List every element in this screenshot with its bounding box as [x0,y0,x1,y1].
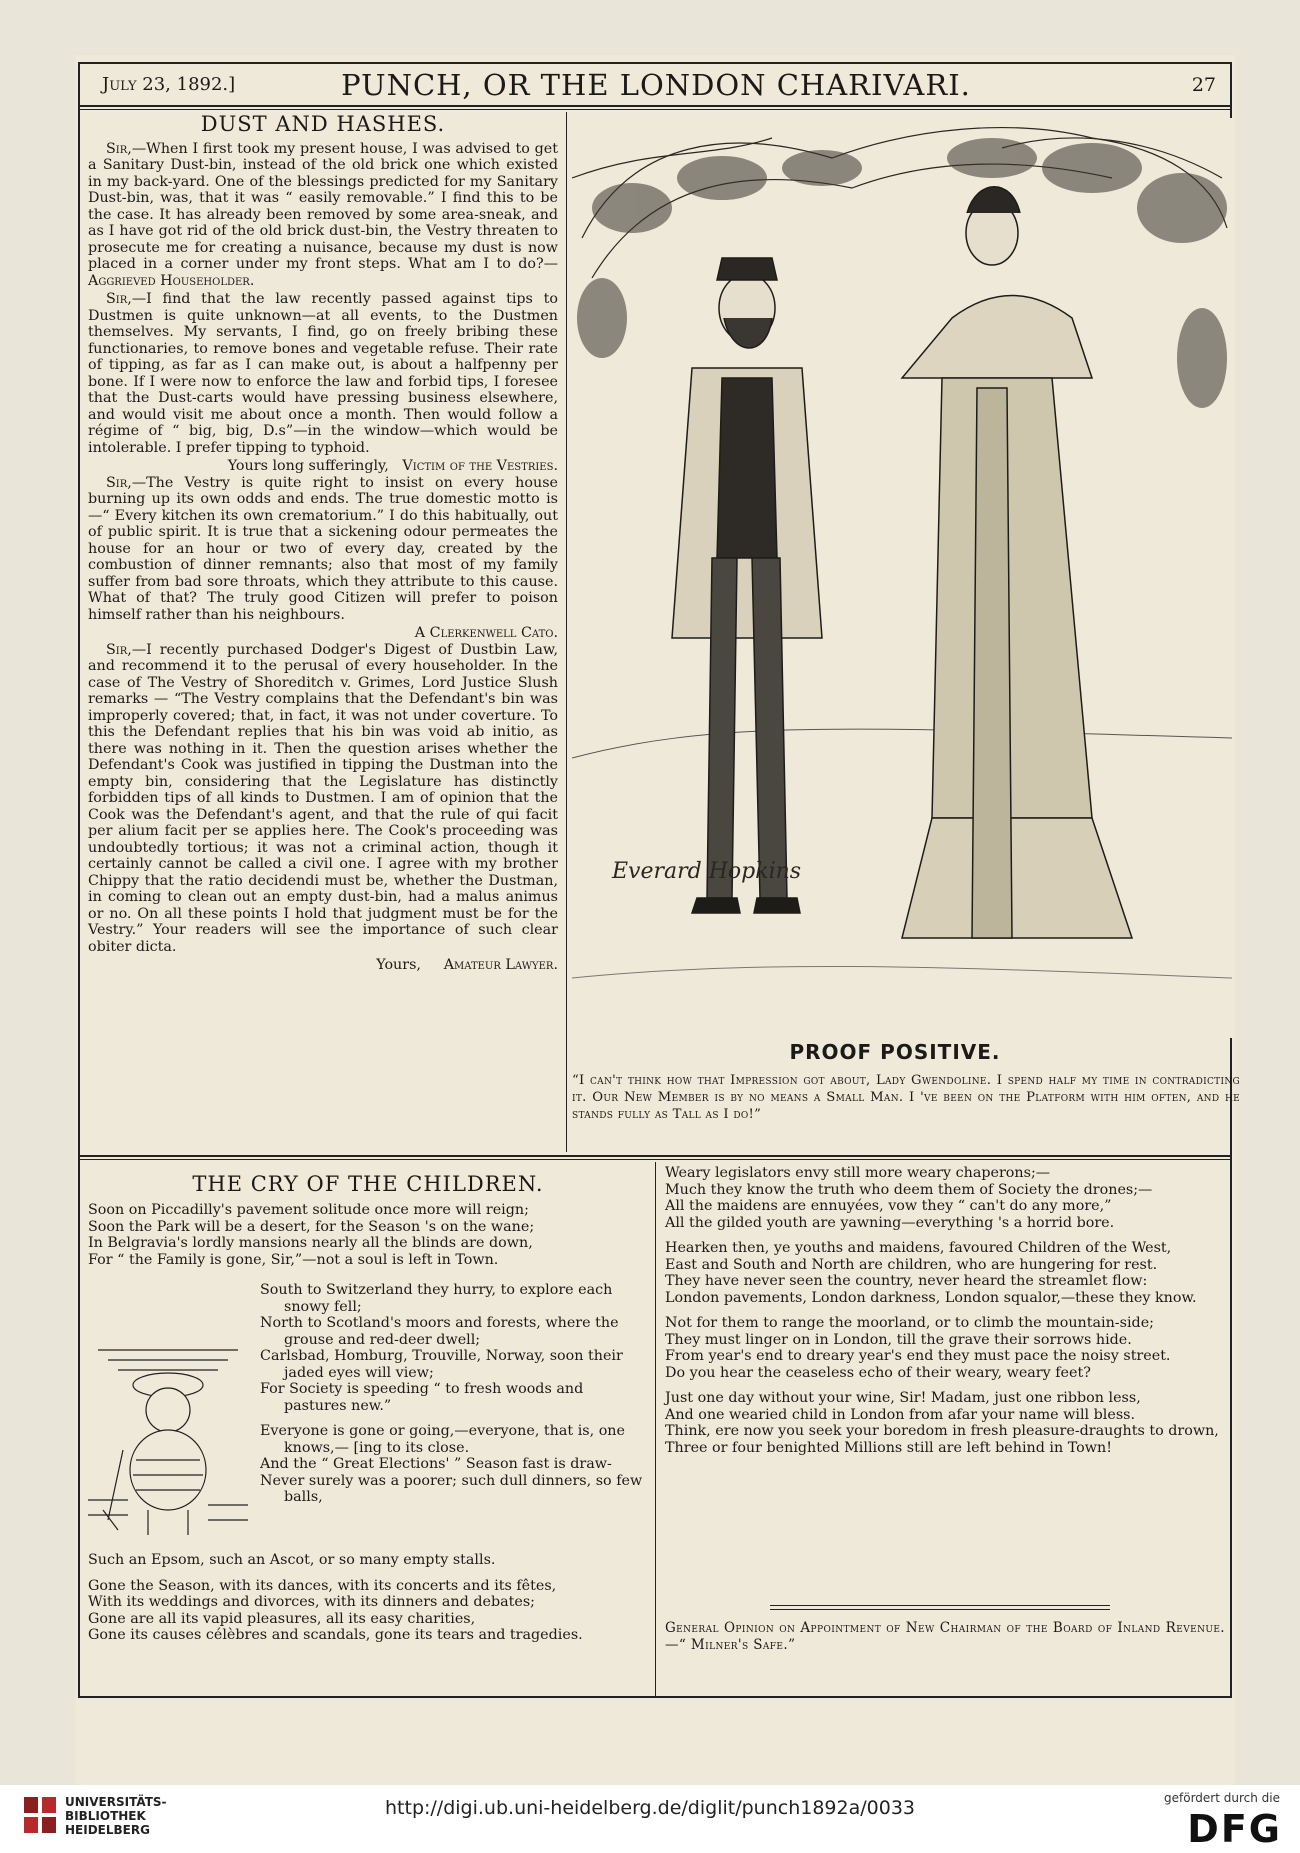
section-rule [78,1155,1232,1157]
page-header [88,66,1224,106]
cry-stanza-3-4: Such an Epsom, such an Ascot, or so many empty stalls. Gone the Season, with its dances, with its concerts and its fêtes, With its weddings and divorces, with its dinners and debates; Gone are all its vapid pleasures, all its easy charities, Gone its causes célèbres and scandals, gone its tears and tragedies. [88,1552,648,1653]
letter-3: Sir,—The Vestry is quite right to insist on every house burning up its own odds and ends. The true domestic motto is—“ Every kitchen its own crematorium.” I do this habitually, out of public spirit. It is true that a sickening odour permeates the house for an hour or two of every day, created by the combustion of dinner remnants; also that most of my family suffer from bad sore throats, which they attribute to this cause. What of that? The truly good Citizen will prefer to poison himself rather than his neighbours. [88,474,558,623]
cry-right-column [665,1165,1225,1456]
dfg-logo: DFG [1187,1807,1282,1851]
general-opinion: General Opinion on Appointment of New Chairman of the Board of Inland Revenue.—“ Milner's Safe.” [665,1620,1225,1653]
cry-stanza-3: Everyone is gone or going,—everyone, that is, one knows,— [ing to its close. And the “ Great Elections' ” Season fast is draw- Never surely was a poorer; such dull dinners, so few balls, [260,1423,643,1505]
cry-stanza-5: Weary legislators envy still more weary chaperons;— Much they know the truth who deem them of Society the drones;— All the maidens are ennuyées, vow they “ can't do any more,” All the gilded youth are yawning—everything 's a horrid bore. [665,1165,1153,1231]
poem-column-divider [655,1162,656,1696]
letter-4-signature-line: Yours, Amateur Lawyer. [376,957,558,973]
artist-signature: Everard Hopkins [612,859,802,884]
separator-rule-2 [770,1609,1110,1610]
separator-rule [770,1605,1110,1606]
cry-stanza-2: South to Switzerland they hurry, to explore each snowy fell; North to Scotland's moors and forests, where the grouse and red-deer dwell; Carlsbad, Homburg, Trouville, Norway, soon their jaded eyes will view; For Society is speeding “ to fresh woods and pastures new.” [260,1282,623,1414]
column-divider [566,112,567,1152]
cry-stanza-6: Hearken then, ye youths and maidens, favoured Children of the West, East and South and North are children, who are hungering for rest. They have never seen the country, never heard the streamlet flow: London pavements, London darkness, London squalor,—these they know. [665,1240,1197,1306]
letter-1-signature: Aggrieved Householder. [88,272,255,289]
cry-stanza-8: Just one day without your wine, Sir! Madam, just one ribbon less, And one wearied child in London from afar your name will bless. Think, ere now you seek your boredom in fresh pleasure-draughts to drown, Three or four benighted Millions still are left behind in Town! [665,1390,1219,1456]
cartoon-illustration [572,118,1232,1038]
masthead-title: PUNCH, OR THE LONDON CHARIVARI. [341,68,971,102]
cry-stanza-1: Soon on Piccadilly's pavement solitude once more will reign; Soon the Park will be a desert, for the Season 's on the wane; In Belgravia's lordly mansions nearly all the blinds are down, For “ the Family is gone, Sir,”—not a soul is left in Town. [88,1202,535,1268]
letter-1: Sir,—When I first took my present house, I was advised to get a Sanitary Dust-bin, instead of the old brick one which existed in my back-yard. One of the blessings predicted for my Sanitary Dust-bin, was, that it was “ easily removable.” I find this to be the case. It has already been removed by some area-sneak, and as I have got rid of the old brick dust-bin, the Vestry threaten to prosecute me for creating a nuisance, because my dust is now placed in a corner under my front steps. What am I to do?—Aggrieved Householder. [88,140,558,289]
letter-3-signature: A Clerkenwell Cato. [414,625,558,641]
cartoon-title: PROOF POSITIVE. [789,1040,1001,1064]
footer-bar [0,1785,1300,1853]
letter-4: Sir,—I recently purchased Dodger's Digest of Dustbin Law, and recommend it to the perusal of every householder. In the case of The Vestry of Shoreditch v. Grimes, Lord Justice Slush remarks — “The Vestry complains that the Defendant's bin was improperly covered; that, in fact, it was not under coverture. To this the Defendant replies that his bin was void ab initio, as there was nothing in it. Then the question arises whether the Defendant's Cook was justified in tipping the Dustman into the empty bin, considering that the Legislature has distinctly forbidden tips of all kinds to Dustmen. I am of opinion that the Cook was the Defendant's agent, and that the rule of qui facit per alium facit per se applies here. The Cook's proceeding was undoubtedly tortious; it was not a criminal action, though it certainly cannot be called a civil one. I agree with my brother Chippy that the ratio decidendi must be, whether the Dustman, in coming to clean out an empty dust-bin, had a malus animus or no. On all these points I hold that judgment must be for the Vestry.” Your readers will see the importance of such clear obiter dicta. [88,641,558,955]
header-rule-thin [78,109,1232,110]
dust-heading: DUST AND HASHES. [200,112,446,136]
dust-article [88,112,558,974]
cry-heading: THE CRY OF THE CHILDREN. [192,1172,544,1196]
cartoon-caption: “I can't think how that Impression got about, Lady Gwendoline. I spend half my time in contradicting it. Our New Member is by no means a Small Man. I 've been on the Platform with him often, and he stands fully as Tall as I do!” [572,1073,1240,1122]
source-url[interactable]: http://digi.ub.uni-heidelberg.de/diglit/punch1892a/0033 [385,1797,915,1819]
child-illustration [88,1330,248,1540]
letter-2: Sir,—I find that the law recently passed against tips to Dustmen is quite unknown—at all events, to the Dustmen themselves. My servants, I find, go on freely bribing these functionaries, to remove bones and vegetable refuse. Their rate of tipping, as far as I can make out, is about a halfpenny per bone. If I were now to enforce the law and forbid tips, I foresee that the Dust-carts would have pressing business elsewhere, and would visit me about once a month. Then would follow a régime of “ big, big, D.s”—in the window—which would be intolerable. I prefer tipping to typhoid. [88,291,558,456]
header-rule [78,105,1232,107]
cry-stanza-2-3 [260,1282,648,1515]
page-number: 27 [1191,74,1216,96]
cry-stanza-7: Not for them to range the moorland, or to climb the mountain-side; They must linger on in London, till the grave their sorrows hide. From year's end to dreary year's end they must pace the noisy street. Do you hear the ceaseless echo of their weary, weary feet? [665,1315,1171,1381]
issue-date: July 23, 1892.] [102,74,236,95]
letter-2-signature-line: Yours long sufferingly, Victim of the Vestries. [227,458,558,474]
section-rule-thin [78,1159,1232,1160]
library-name: UNIVERSITÄTS- BIBLIOTHEK HEIDELBERG [65,1795,167,1837]
cry-stanza-4: Gone the Season, with its dances, with its concerts and its fêtes, With its weddings and divorces, with its dinners and debates; Gone are all its vapid pleasures, all its easy charities, Gone its causes célèbres and scandals, gone its tears and tragedies. [88,1577,583,1643]
funding-label: gefördert durch die [1164,1791,1280,1805]
